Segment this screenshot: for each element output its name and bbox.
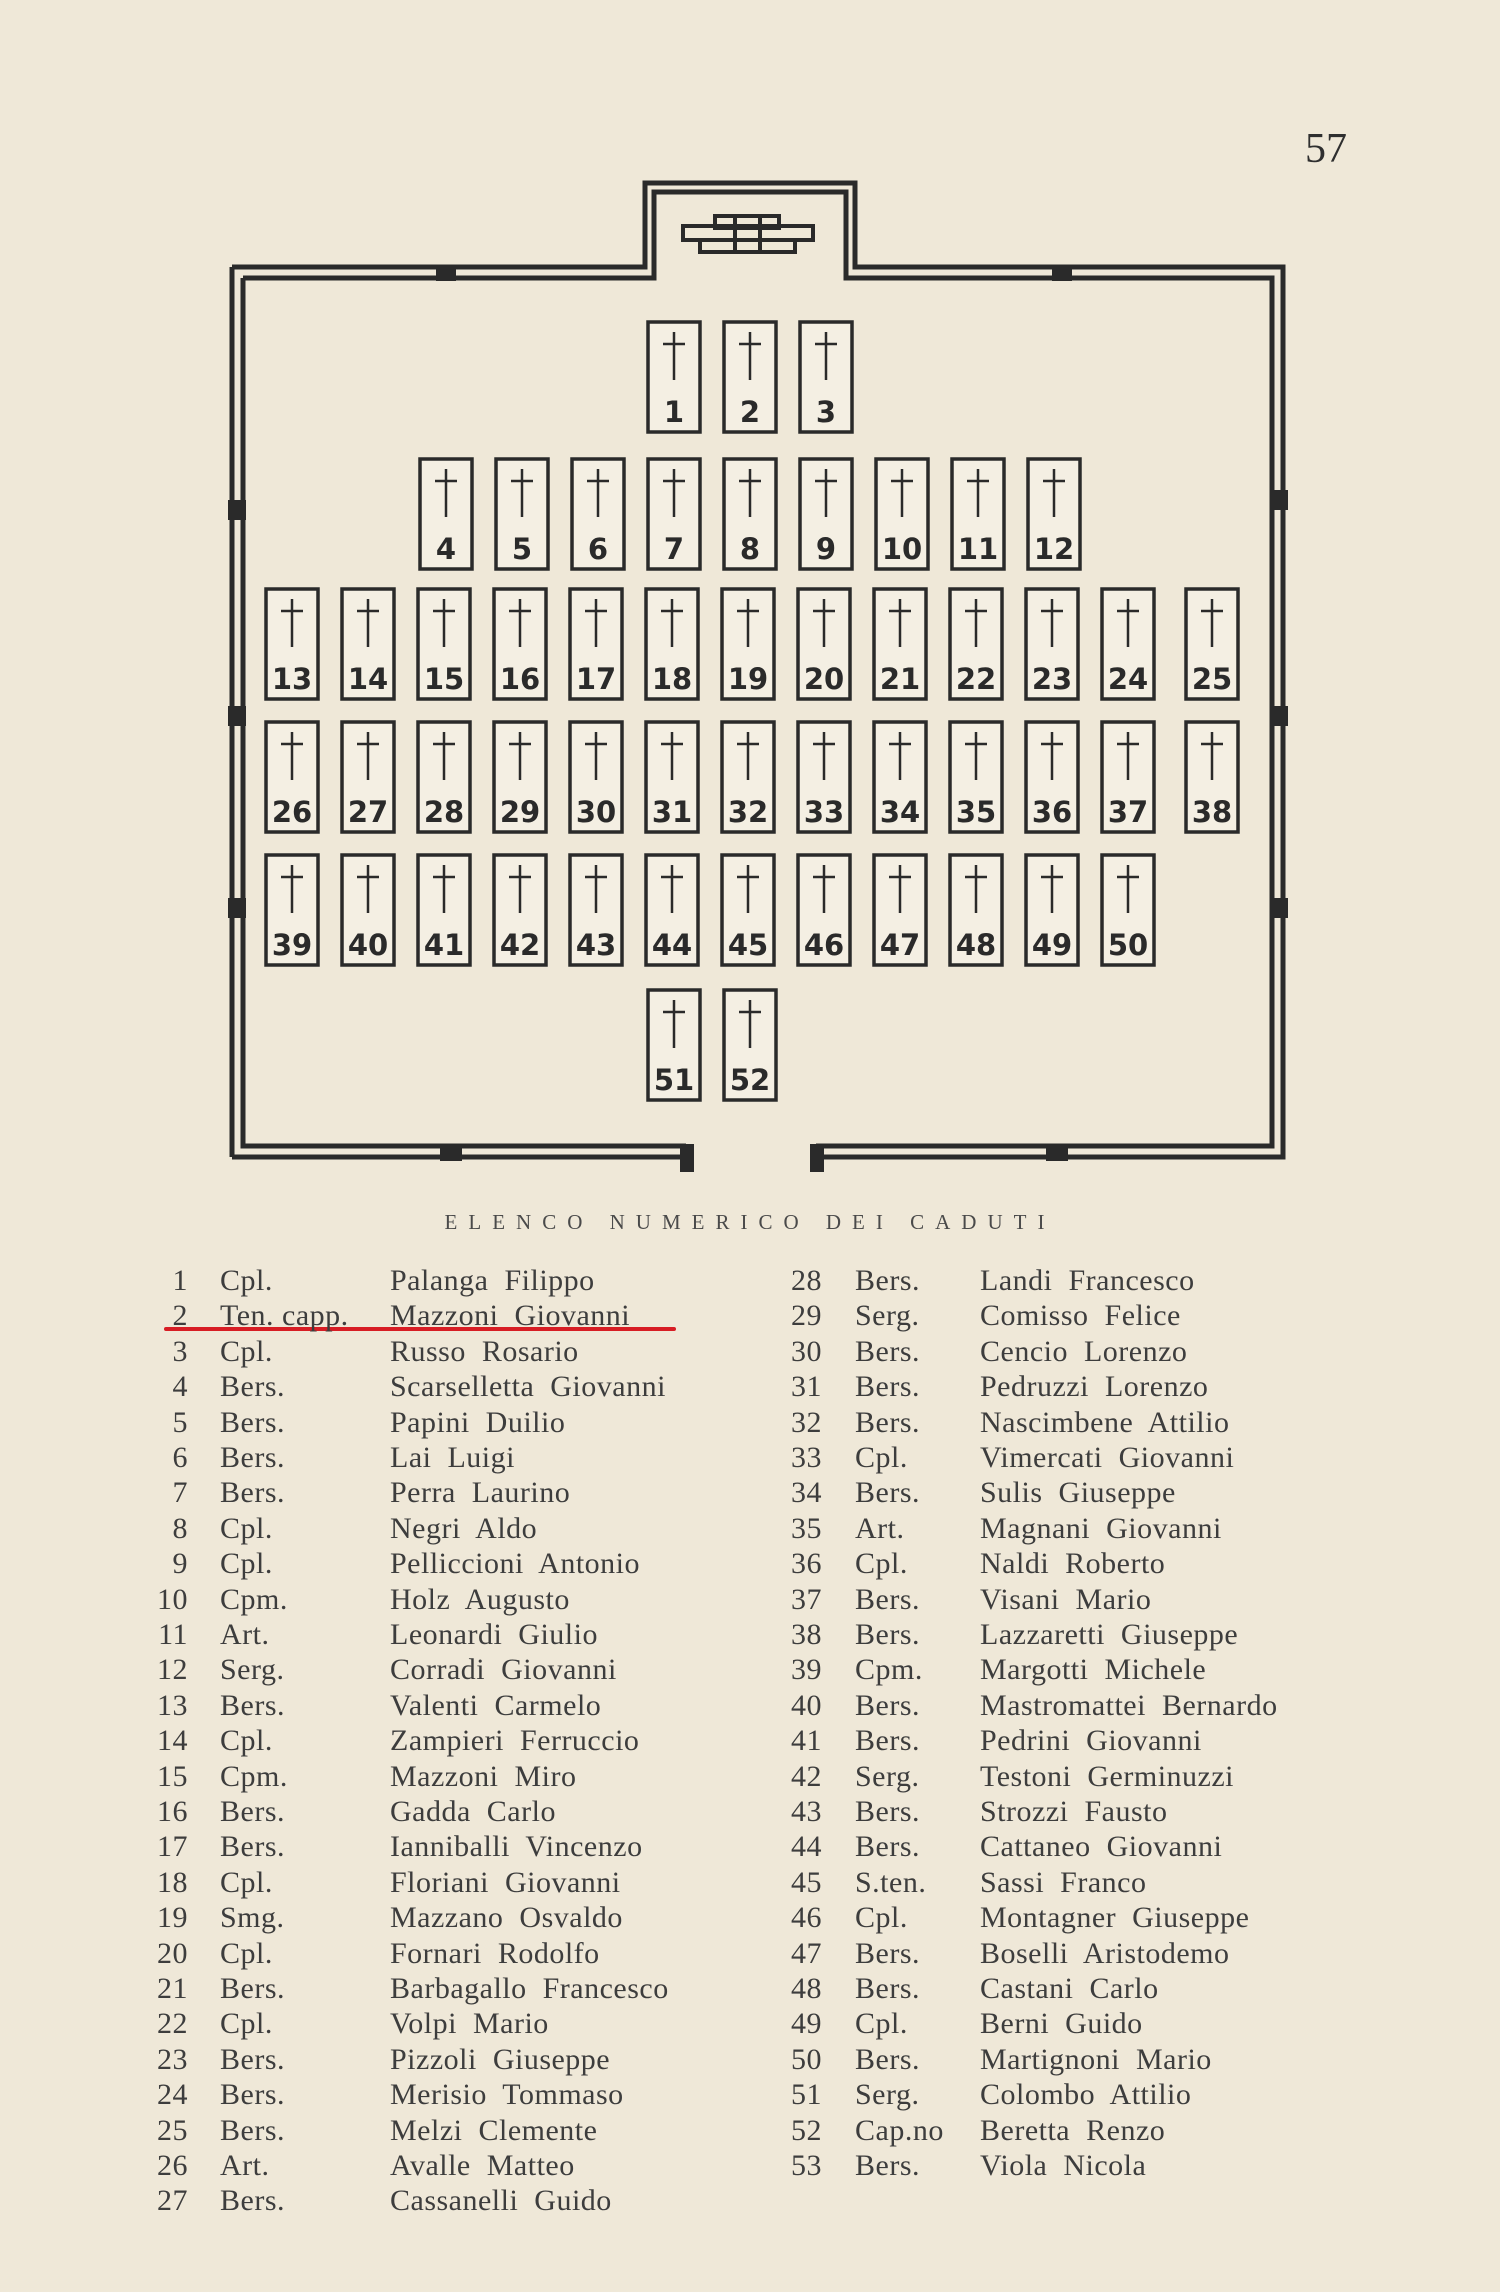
entry-name: Melzi Clemente bbox=[390, 2113, 598, 2147]
grave-number: 40 bbox=[347, 928, 389, 962]
entry-name: Volpi Mario bbox=[390, 2007, 549, 2041]
grave-10 bbox=[876, 459, 928, 569]
grave-17 bbox=[570, 589, 622, 699]
grave-26 bbox=[266, 722, 318, 832]
entry-number: 12 bbox=[157, 1653, 188, 1687]
entry-rank: Bers. bbox=[855, 1936, 920, 1970]
grave-number: 2 bbox=[739, 395, 761, 429]
grave-21 bbox=[874, 589, 926, 699]
entry-name: Lai Luigi bbox=[390, 1441, 515, 1474]
entry-rank: Bers. bbox=[855, 1264, 920, 1297]
grave-number: 35 bbox=[955, 795, 997, 829]
entry-rank: Cpl. bbox=[220, 2007, 273, 2041]
grave-48 bbox=[950, 855, 1002, 965]
entry-rank: Serg. bbox=[855, 2078, 920, 2112]
list-entry bbox=[0, 1370, 1500, 1404]
grave-number: 43 bbox=[575, 928, 617, 962]
entry-number: 11 bbox=[158, 1618, 188, 1651]
entry-rank: Bers. bbox=[220, 1476, 285, 1510]
grave-number: 7 bbox=[663, 532, 685, 566]
entry-name: Landi Francesco bbox=[980, 1264, 1195, 1297]
entry-name: Cencio Lorenzo bbox=[980, 1334, 1188, 1368]
entry-name: Sassi Franco bbox=[980, 1865, 1147, 1899]
grave-number: 33 bbox=[803, 795, 845, 829]
entry-rank: Cpm. bbox=[855, 1653, 923, 1687]
entry-number: 38 bbox=[791, 1618, 822, 1651]
entry-rank: Cpl. bbox=[855, 1547, 908, 1581]
entry-rank: Serg. bbox=[855, 1299, 920, 1333]
grave-number: 39 bbox=[271, 928, 313, 962]
grave-number: 45 bbox=[727, 928, 769, 962]
entry-number: 3 bbox=[172, 1334, 188, 1368]
entry-number: 27 bbox=[157, 2184, 188, 2218]
entry-number: 44 bbox=[791, 1830, 822, 1864]
entry-number: 45 bbox=[791, 1865, 822, 1899]
entry-name: Floriani Giovanni bbox=[390, 1865, 621, 1899]
list-entry bbox=[0, 1547, 1500, 1581]
grave-32 bbox=[722, 722, 774, 832]
entry-number: 47 bbox=[791, 1936, 822, 1970]
entry-number: 37 bbox=[791, 1582, 822, 1616]
grave-35 bbox=[950, 722, 1002, 832]
entry-number: 43 bbox=[791, 1795, 822, 1828]
entry-name: Fornari Rodolfo bbox=[390, 1936, 600, 1970]
entry-name: Vimercati Giovanni bbox=[980, 1441, 1235, 1474]
entry-rank: Bers. bbox=[855, 1688, 920, 1722]
grave-23 bbox=[1026, 589, 1078, 699]
grave-22 bbox=[950, 589, 1002, 699]
entry-number: 19 bbox=[157, 1901, 188, 1935]
graves-layer bbox=[266, 322, 1238, 1100]
entry-rank: Cpm. bbox=[220, 1582, 288, 1616]
grave-9 bbox=[800, 459, 852, 569]
grave-40 bbox=[342, 855, 394, 965]
grave-number: 21 bbox=[879, 662, 921, 696]
entry-name: Pizzoli Giuseppe bbox=[390, 2042, 611, 2076]
entry-rank: Cpl. bbox=[220, 1547, 273, 1581]
grave-11 bbox=[952, 459, 1004, 569]
entry-name: Leonardi Giulio bbox=[390, 1618, 598, 1651]
grave-38 bbox=[1186, 722, 1238, 832]
grave-number: 14 bbox=[347, 662, 389, 696]
entry-number: 41 bbox=[791, 1724, 822, 1758]
grave-number: 16 bbox=[499, 662, 541, 696]
entry-number: 14 bbox=[157, 1724, 188, 1758]
entry-number: 21 bbox=[157, 1972, 188, 2005]
grave-number: 20 bbox=[803, 662, 845, 696]
entry-name: Castani Carlo bbox=[980, 1972, 1159, 2005]
entry-name: Mazzano Osvaldo bbox=[390, 1901, 623, 1935]
entry-rank: Bers. bbox=[855, 1972, 920, 2005]
entry-name: Comisso Felice bbox=[980, 1299, 1181, 1333]
grave-number: 9 bbox=[815, 532, 837, 566]
grave-7 bbox=[648, 459, 700, 569]
entry-number: 31 bbox=[791, 1370, 822, 1404]
entry-rank: Cpl. bbox=[220, 1334, 273, 1368]
entry-name: Pedruzzi Lorenzo bbox=[980, 1370, 1209, 1404]
grave-19 bbox=[722, 589, 774, 699]
list-entry bbox=[0, 2184, 1500, 2218]
entry-rank: Bers. bbox=[855, 2042, 920, 2076]
grave-49 bbox=[1026, 855, 1078, 965]
entry-rank: Bers. bbox=[855, 1476, 920, 1510]
entry-number: 51 bbox=[791, 2078, 822, 2112]
grave-29 bbox=[494, 722, 546, 832]
entry-name: Lazzaretti Giuseppe bbox=[980, 1618, 1239, 1651]
grave-20 bbox=[798, 589, 850, 699]
grave-37 bbox=[1102, 722, 1154, 832]
list-entry bbox=[0, 1795, 1500, 1829]
grave-24 bbox=[1102, 589, 1154, 699]
entry-number: 33 bbox=[791, 1441, 822, 1474]
entry-rank: Serg. bbox=[855, 1759, 920, 1793]
grave-18 bbox=[646, 589, 698, 699]
grave-31 bbox=[646, 722, 698, 832]
entry-number: 50 bbox=[791, 2042, 822, 2076]
entry-name: Avalle Matteo bbox=[390, 2149, 575, 2182]
entry-rank: Bers. bbox=[220, 1441, 285, 1474]
list-entry bbox=[0, 1689, 1500, 1723]
entry-rank: Bers. bbox=[220, 2184, 285, 2218]
entry-rank: Bers. bbox=[855, 1618, 920, 1651]
grave-12 bbox=[1028, 459, 1080, 569]
list-entry bbox=[0, 1653, 1500, 1687]
list-entry bbox=[0, 2114, 1500, 2148]
entry-number: 20 bbox=[157, 1936, 188, 1970]
entry-rank: Bers. bbox=[855, 1724, 920, 1758]
list-entry bbox=[0, 1264, 1500, 1298]
list-entry bbox=[0, 1760, 1500, 1794]
entry-name: Boselli Aristodemo bbox=[980, 1936, 1230, 1970]
list-title: ELENCO NUMERICO DEI CADUTI bbox=[444, 1210, 1056, 1234]
list-entry bbox=[0, 1866, 1500, 1900]
entry-rank: Cpl. bbox=[220, 1724, 273, 1758]
entry-number: 6 bbox=[172, 1441, 188, 1474]
list-entry bbox=[0, 2078, 1500, 2112]
entry-number: 22 bbox=[157, 2007, 188, 2041]
grave-number: 1 bbox=[663, 395, 685, 429]
grave-number: 36 bbox=[1031, 795, 1073, 829]
entry-rank: Bers. bbox=[855, 1795, 920, 1828]
grave-number: 6 bbox=[587, 532, 609, 566]
grave-41 bbox=[418, 855, 470, 965]
entry-name: Margotti Michele bbox=[980, 1653, 1207, 1687]
entry-name: Holz Augusto bbox=[390, 1582, 570, 1616]
entry-name: Corradi Giovanni bbox=[390, 1653, 617, 1687]
entry-name: Cassanelli Guido bbox=[390, 2184, 612, 2218]
grave-34 bbox=[874, 722, 926, 832]
list-entry bbox=[0, 1406, 1500, 1440]
grave-52 bbox=[724, 990, 776, 1100]
entry-number: 18 bbox=[157, 1865, 188, 1899]
entry-rank: Art. bbox=[220, 1618, 270, 1651]
grave-number: 24 bbox=[1107, 662, 1149, 696]
page-number: 57 bbox=[1305, 126, 1347, 172]
grave-number: 46 bbox=[803, 928, 845, 962]
grave-50 bbox=[1102, 855, 1154, 965]
grave-number: 10 bbox=[881, 532, 923, 566]
grave-13 bbox=[266, 589, 318, 699]
entry-number: 10 bbox=[157, 1582, 188, 1616]
entry-name: Strozzi Fausto bbox=[980, 1795, 1168, 1828]
entry-name: Palanga Filippo bbox=[390, 1264, 595, 1297]
entry-rank: Bers. bbox=[855, 2149, 920, 2182]
grave-2 bbox=[724, 322, 776, 432]
grave-45 bbox=[722, 855, 774, 965]
grave-44 bbox=[646, 855, 698, 965]
grave-number: 48 bbox=[955, 928, 997, 962]
entry-number: 34 bbox=[791, 1476, 822, 1510]
grave-16 bbox=[494, 589, 546, 699]
entry-rank: Bers. bbox=[855, 1405, 920, 1439]
entry-rank: Cpl. bbox=[220, 1511, 273, 1545]
grave-number: 18 bbox=[651, 662, 693, 696]
entry-rank: Smg. bbox=[220, 1901, 285, 1935]
entry-number: 24 bbox=[157, 2078, 188, 2112]
entry-name: Berni Guido bbox=[980, 2007, 1143, 2041]
entry-name: Viola Nicola bbox=[980, 2149, 1147, 2182]
entry-name: Mastromattei Bernardo bbox=[980, 1688, 1278, 1722]
grave-47 bbox=[874, 855, 926, 965]
entry-number: 49 bbox=[791, 2007, 822, 2041]
grave-number: 3 bbox=[815, 395, 837, 429]
grave-number: 15 bbox=[423, 662, 465, 696]
grave-number: 41 bbox=[423, 928, 465, 962]
grave-number: 12 bbox=[1033, 532, 1075, 566]
grave-number: 37 bbox=[1107, 795, 1149, 829]
entry-number: 35 bbox=[791, 1511, 822, 1545]
entry-name: Perra Laurino bbox=[390, 1476, 571, 1510]
entry-name: Colombo Attilio bbox=[980, 2078, 1192, 2112]
grave-number: 32 bbox=[727, 795, 769, 829]
entry-name: Negri Aldo bbox=[390, 1511, 538, 1545]
entry-number: 52 bbox=[791, 2113, 822, 2147]
entry-rank: S.ten. bbox=[855, 1865, 927, 1899]
grave-number: 26 bbox=[271, 795, 313, 829]
entry-number: 23 bbox=[157, 2042, 188, 2076]
entry-rank: Cpl. bbox=[855, 1441, 908, 1474]
grave-number: 23 bbox=[1031, 662, 1073, 696]
entry-number: 7 bbox=[172, 1476, 188, 1510]
entry-rank: Art. bbox=[855, 1511, 905, 1545]
entry-rank: Ten. capp. bbox=[220, 1299, 349, 1333]
entry-rank: Bers. bbox=[855, 1830, 920, 1864]
entry-name: Testoni Germinuzzi bbox=[980, 1759, 1234, 1793]
entry-number: 17 bbox=[157, 1830, 188, 1864]
grave-number: 31 bbox=[651, 795, 693, 829]
list-entry bbox=[0, 1583, 1500, 1617]
entry-rank: Serg. bbox=[220, 1653, 285, 1687]
list-entry bbox=[0, 1512, 1500, 1546]
entry-name: Merisio Tommaso bbox=[390, 2078, 624, 2112]
grave-8 bbox=[724, 459, 776, 569]
entry-name: Visani Mario bbox=[980, 1582, 1152, 1616]
entry-name: Martignoni Mario bbox=[980, 2042, 1212, 2076]
entry-number: 8 bbox=[172, 1511, 188, 1545]
entry-name: Pedrini Giovanni bbox=[980, 1724, 1202, 1758]
grave-number: 4 bbox=[435, 532, 457, 566]
grave-number: 5 bbox=[511, 532, 533, 566]
grave-5 bbox=[496, 459, 548, 569]
grave-number: 27 bbox=[347, 795, 389, 829]
entry-rank: Cpl. bbox=[220, 1865, 273, 1899]
grave-6 bbox=[572, 459, 624, 569]
list-entry bbox=[0, 1618, 1500, 1652]
entry-number: 46 bbox=[791, 1901, 822, 1935]
entry-number: 36 bbox=[791, 1547, 822, 1581]
grave-27 bbox=[342, 722, 394, 832]
entry-rank: Bers. bbox=[220, 1972, 285, 2005]
grave-25 bbox=[1186, 589, 1238, 699]
entry-rank: Bers. bbox=[855, 1582, 920, 1616]
grave-number: 51 bbox=[653, 1063, 695, 1097]
entry-number: 25 bbox=[157, 2113, 188, 2147]
grave-4 bbox=[420, 459, 472, 569]
entry-number: 2 bbox=[172, 1299, 188, 1333]
entry-rank: Bers. bbox=[220, 2113, 285, 2147]
list-entry bbox=[0, 1335, 1500, 1369]
entry-name: Cattaneo Giovanni bbox=[980, 1830, 1223, 1864]
entry-number: 1 bbox=[172, 1264, 188, 1297]
altar bbox=[683, 216, 813, 252]
entry-name: Gadda Carlo bbox=[390, 1795, 556, 1828]
grave-number: 42 bbox=[499, 928, 541, 962]
grave-number: 13 bbox=[271, 662, 313, 696]
entry-name: Barbagallo Francesco bbox=[390, 1972, 669, 2005]
entry-name: Naldi Roberto bbox=[980, 1547, 1166, 1581]
grave-number: 22 bbox=[955, 662, 997, 696]
entry-rank: Bers. bbox=[220, 1795, 285, 1828]
grave-number: 25 bbox=[1191, 662, 1233, 696]
list-entry bbox=[0, 1724, 1500, 1758]
grave-51 bbox=[648, 990, 700, 1100]
entry-number: 9 bbox=[172, 1547, 188, 1581]
list-entry bbox=[0, 2149, 1500, 2183]
list-entry bbox=[0, 1901, 1500, 1935]
grave-43 bbox=[570, 855, 622, 965]
entry-rank: Cpl. bbox=[220, 1936, 273, 1970]
entry-name: Beretta Renzo bbox=[980, 2113, 1166, 2147]
entry-rank: Bers. bbox=[220, 1370, 285, 1404]
list-entry bbox=[0, 1937, 1500, 1971]
list-entry bbox=[0, 1476, 1500, 1510]
grave-42 bbox=[494, 855, 546, 965]
entry-rank: Cpm. bbox=[220, 1759, 288, 1793]
entry-number: 32 bbox=[791, 1405, 822, 1439]
entry-number: 30 bbox=[791, 1334, 822, 1368]
entry-number: 26 bbox=[157, 2149, 188, 2182]
entry-number: 40 bbox=[791, 1688, 822, 1722]
grave-number: 49 bbox=[1031, 928, 1073, 962]
entry-name: Valenti Carmelo bbox=[390, 1688, 602, 1722]
entry-name: Sulis Giuseppe bbox=[980, 1476, 1176, 1510]
grave-number: 44 bbox=[651, 928, 693, 962]
list-entry bbox=[0, 1441, 1500, 1475]
entry-rank: Bers. bbox=[220, 1830, 285, 1864]
entry-number: 29 bbox=[791, 1299, 822, 1333]
grave-number: 30 bbox=[575, 795, 617, 829]
entry-number: 13 bbox=[157, 1688, 188, 1722]
grave-number: 29 bbox=[499, 795, 541, 829]
grave-14 bbox=[342, 589, 394, 699]
grave-number: 52 bbox=[729, 1063, 771, 1097]
grave-46 bbox=[798, 855, 850, 965]
entry-name: Mazzoni Giovanni bbox=[390, 1299, 631, 1333]
grave-3 bbox=[800, 322, 852, 432]
entry-rank: Cpl. bbox=[220, 1264, 273, 1297]
entry-rank: Cpl. bbox=[855, 2007, 908, 2041]
entry-name: Scarselletta Giovanni bbox=[390, 1370, 666, 1404]
entry-rank: Bers. bbox=[220, 1688, 285, 1722]
entry-rank: Cap.no bbox=[855, 2113, 944, 2147]
list-entry bbox=[0, 1299, 1500, 1333]
grave-number: 8 bbox=[739, 532, 761, 566]
entry-rank: Bers. bbox=[220, 2042, 285, 2076]
grave-number: 28 bbox=[423, 795, 465, 829]
entry-name: Mazzoni Miro bbox=[390, 1759, 577, 1793]
entry-name: Nascimbene Attilio bbox=[980, 1405, 1230, 1439]
grave-33 bbox=[798, 722, 850, 832]
list-entry bbox=[0, 2007, 1500, 2041]
entry-name: Magnani Giovanni bbox=[980, 1511, 1222, 1545]
entry-rank: Bers. bbox=[855, 1334, 920, 1368]
grave-39 bbox=[266, 855, 318, 965]
entry-number: 28 bbox=[791, 1264, 822, 1297]
entry-number: 5 bbox=[172, 1405, 188, 1439]
entry-name: Pelliccioni Antonio bbox=[390, 1547, 640, 1581]
grave-number: 47 bbox=[879, 928, 921, 962]
entry-rank: Bers. bbox=[855, 1370, 920, 1404]
list-entry bbox=[0, 1972, 1500, 2006]
entry-name: Montagner Giuseppe bbox=[980, 1901, 1250, 1935]
grave-36 bbox=[1026, 722, 1078, 832]
list-entry bbox=[0, 2043, 1500, 2077]
entry-number: 53 bbox=[791, 2149, 822, 2182]
entry-rank: Cpl. bbox=[855, 1901, 908, 1935]
entry-number: 4 bbox=[172, 1370, 188, 1404]
grave-1 bbox=[648, 322, 700, 432]
grave-28 bbox=[418, 722, 470, 832]
grave-30 bbox=[570, 722, 622, 832]
grave-number: 19 bbox=[727, 662, 769, 696]
entry-name: Papini Duilio bbox=[390, 1405, 566, 1439]
entry-number: 42 bbox=[791, 1759, 822, 1793]
entry-number: 48 bbox=[791, 1972, 822, 2005]
grave-number: 11 bbox=[957, 532, 999, 566]
entry-rank: Bers. bbox=[220, 1405, 285, 1439]
grave-number: 50 bbox=[1107, 928, 1149, 962]
entry-number: 39 bbox=[791, 1653, 822, 1687]
entry-name: Ianniballi Vincenzo bbox=[390, 1830, 643, 1864]
grave-number: 34 bbox=[879, 795, 921, 829]
entry-name: Zampieri Ferruccio bbox=[390, 1724, 640, 1758]
entry-name: Russo Rosario bbox=[390, 1334, 579, 1368]
entry-rank: Art. bbox=[220, 2149, 270, 2182]
entry-number: 16 bbox=[157, 1795, 188, 1828]
grave-number: 17 bbox=[575, 662, 617, 696]
grave-number: 38 bbox=[1191, 795, 1233, 829]
entry-number: 15 bbox=[157, 1759, 188, 1793]
list-entry bbox=[0, 1830, 1500, 1864]
grave-15 bbox=[418, 589, 470, 699]
entry-rank: Bers. bbox=[220, 2078, 285, 2112]
